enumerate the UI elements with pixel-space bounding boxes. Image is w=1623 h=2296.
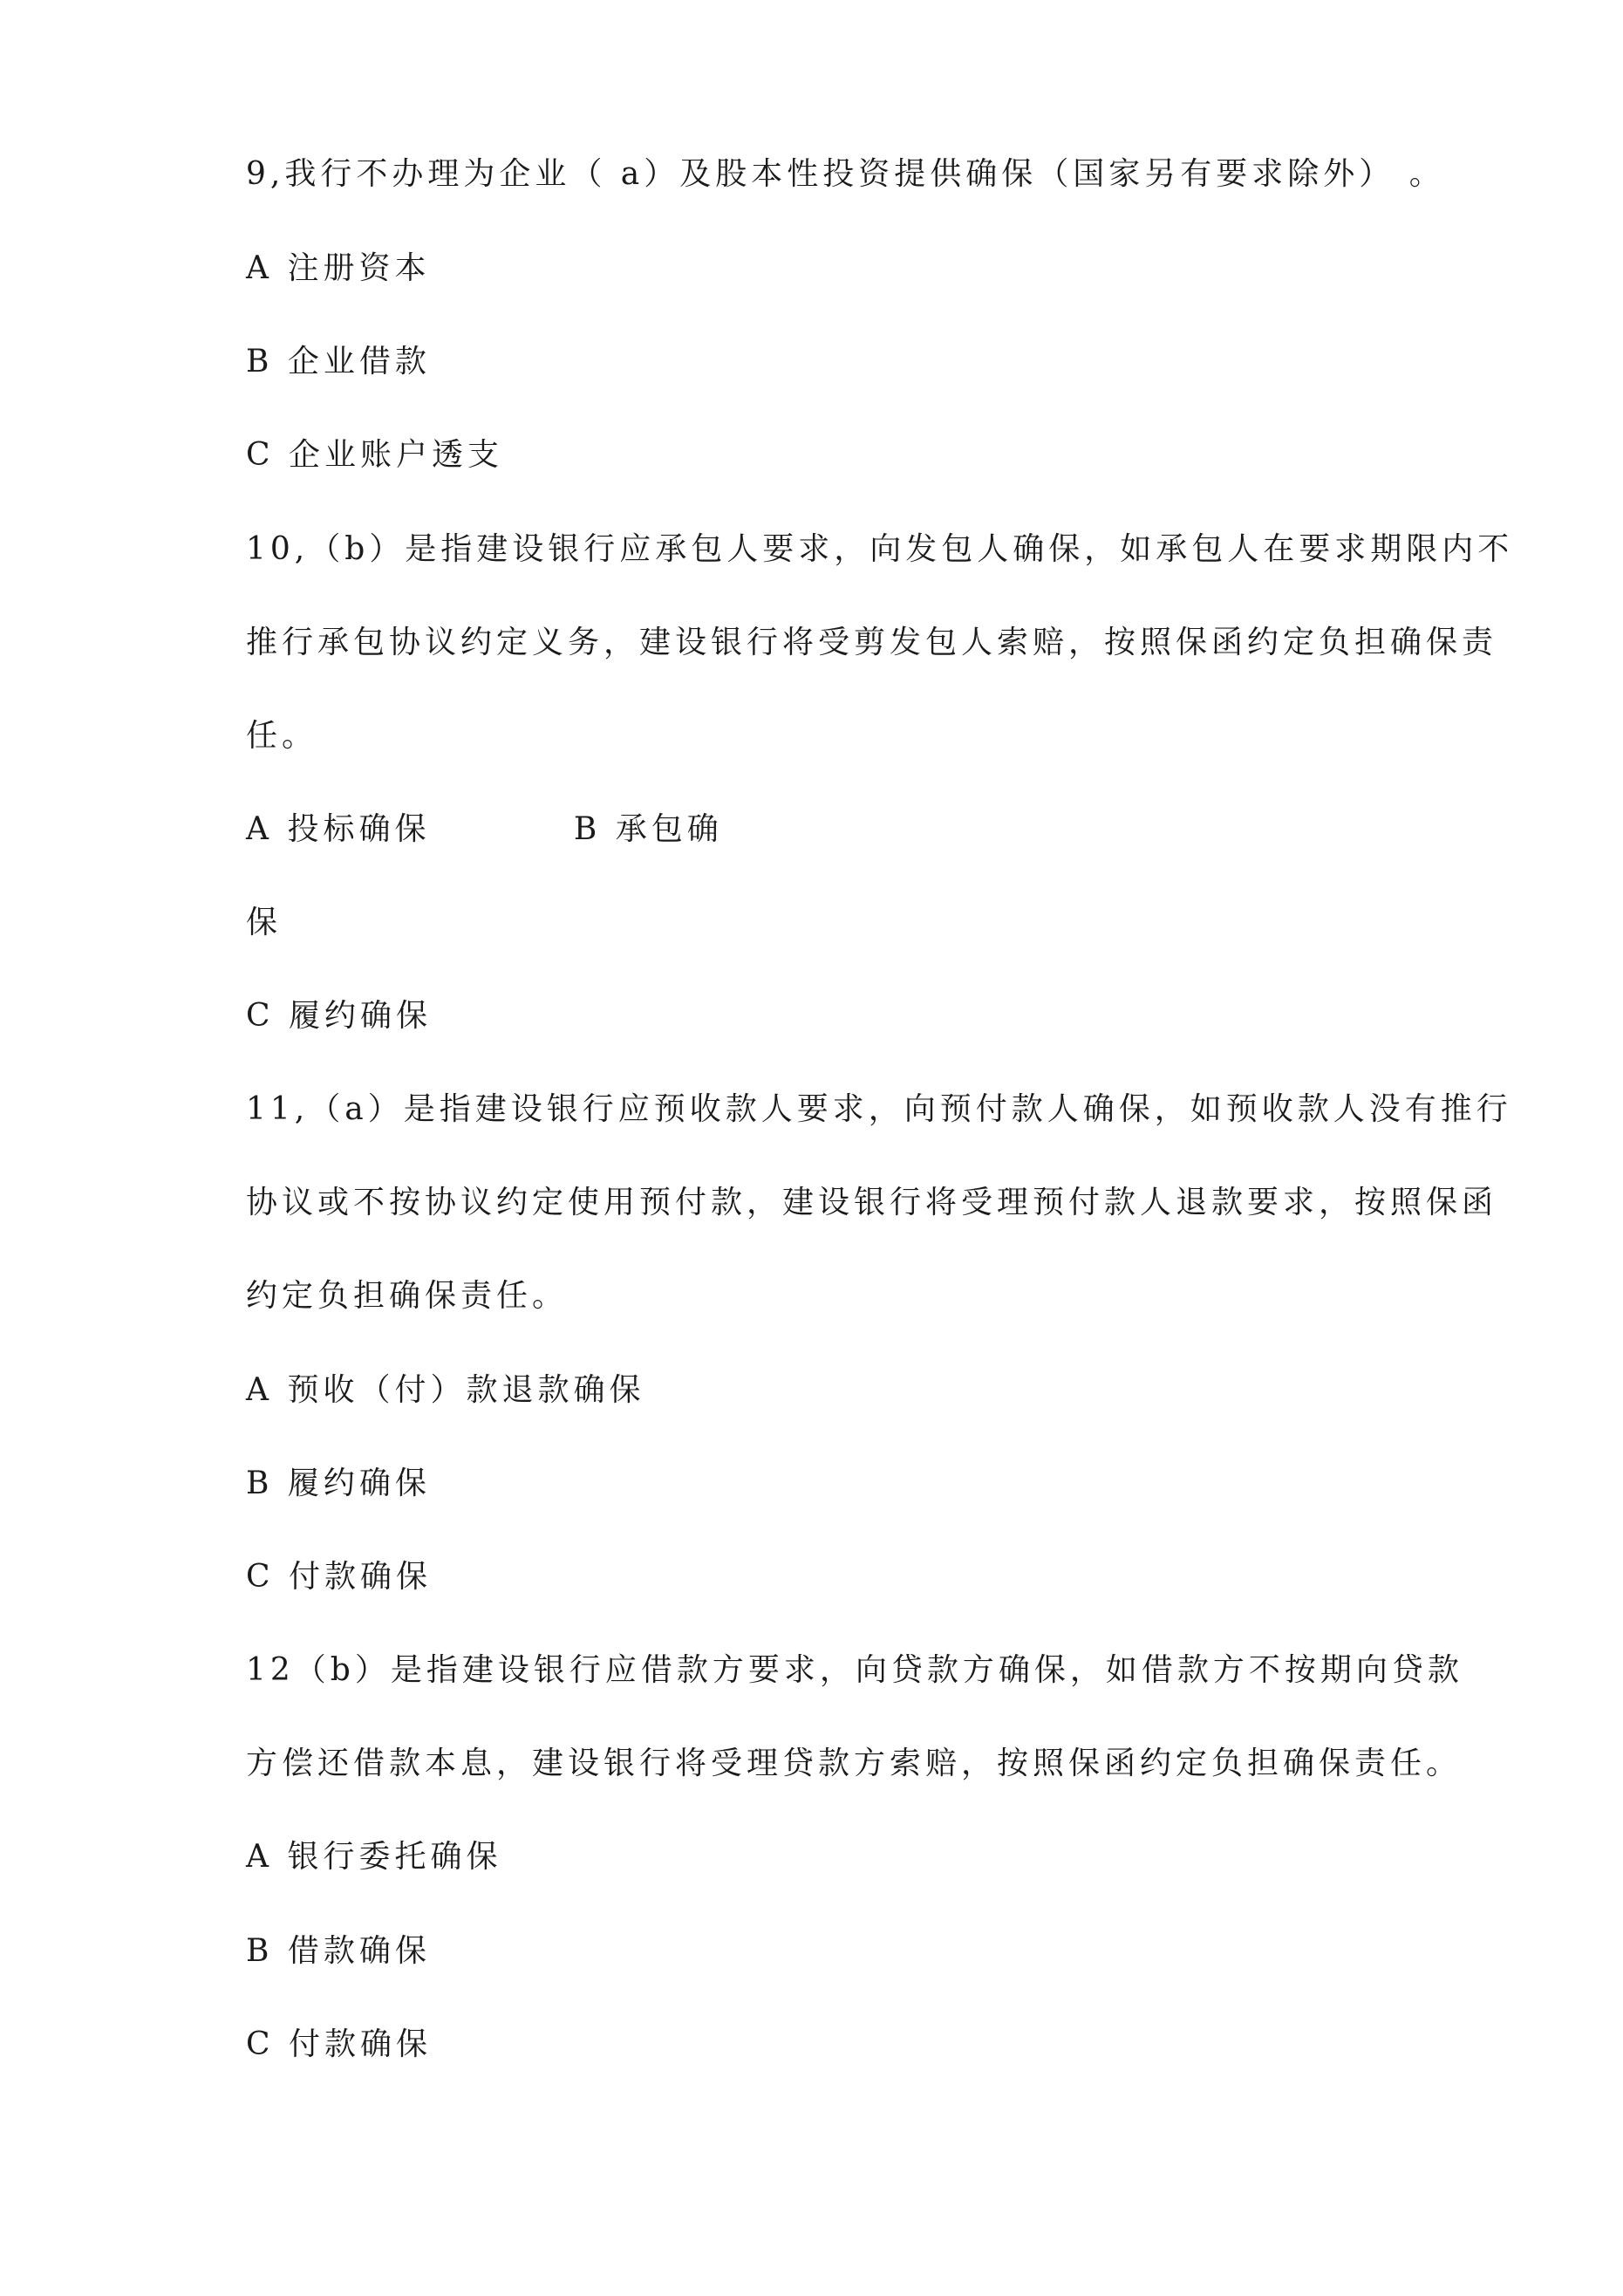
question-11-stem-line-3: 约定负担确保责任。 [246,1278,569,1314]
question-11-option-a: A 预收（付）款退款确保 [246,1372,645,1408]
question-12-stem-line-2: 方偿还借款本息，建设银行将受理贷款方索赔，按照保函约定负担确保责任。 [246,1746,1463,1781]
question-11-option-c: C 付款确保 [246,1559,432,1595]
question-10-options-ab: A 投标确保 B 承包确 [246,811,723,847]
question-10-stem-line-1: 10,（b）是指建设银行应承包人要求，向发包人确保，如承包人在要求期限内不 [246,531,1514,567]
question-11-stem-line-2: 协议或不按协议约定使用预付款，建设银行将受理预付款人退款要求，按照保函 [246,1185,1498,1220]
question-9-option-a: A 注册资本 [246,250,431,286]
question-12-option-b: B 借款确保 [246,1933,431,1969]
question-10-option-c: C 履约确保 [246,998,432,1034]
question-10-stem-line-2: 推行承包协议约定义务，建设银行将受剪发包人索赔，按照保函约定负担确保责 [246,625,1498,660]
question-12-option-a: A 银行委托确保 [246,1839,502,1875]
question-12-option-c: C 付款确保 [246,2026,432,2062]
question-10-stem-line-3: 任。 [246,718,318,754]
question-10-options-wrap: 保 [246,905,283,940]
question-9-option-b: B 企业借款 [246,344,431,379]
question-11-option-b: B 履约确保 [246,1466,431,1501]
question-9-option-c: C 企业账户透支 [246,437,503,473]
question-12-stem-line-1: 12（b）是指建设银行应借款方要求，向贷款方确保，如借款方不按期向贷款 [246,1652,1463,1688]
question-9-stem: 9,我行不办理为企业（ a）及股本性投资提供确保（国家另有要求除外） 。 [246,156,1445,192]
question-11-stem-line-1: 11,（a）是指建设银行应预收款人要求，向预付款人确保，如预收款人没有推行 [246,1091,1512,1127]
